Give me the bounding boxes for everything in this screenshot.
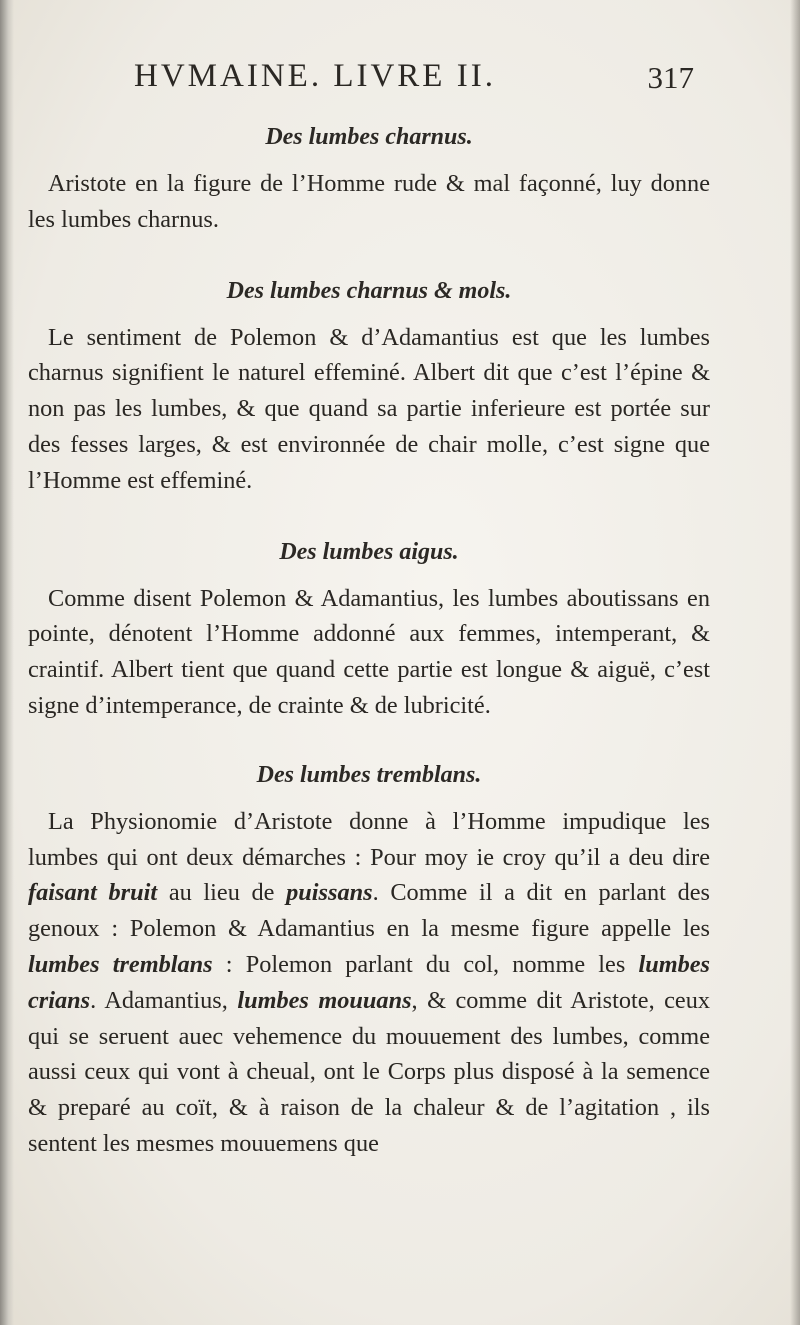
text-run: , & comme dit Aristote, ceux qui se seruent auec vehemence du mouuement des lumbes, comme aussi ceux qui vont à cheual, ont le Corps plus disposé à la semence & preparé au coït, & à raison de la chaleur & de l’agitation , ils sentent les mesmes mouuemens que	[28, 986, 710, 1157]
page-body	[28, 122, 710, 1162]
section-paragraph: Comme disent Polemon & Adamantius, les lumbes aboutissans en pointe, dénotent l’Homme addonné aux femmes, intemperant, & craintif. Albert tient que quand cette partie est longue & aiguë, c’est signe d’intemperance, de crainte & de lubricité.	[28, 584, 710, 719]
text-run: La Physionomie d’Aristote donne à l’Homme impudique les lumbes qui ont deux démarches : Pour moy ie croy qu’il a deu dire	[28, 807, 710, 871]
italic-term: puissans	[286, 879, 373, 907]
running-head: HVMAINE. LIVRE II.	[134, 58, 496, 94]
section-heading: Des lumbes charnus.	[265, 124, 473, 150]
text-run: : Polemon parlant du col, nomme les	[212, 950, 639, 978]
section-paragraph: Le sentiment de Polemon & d’Adamantius est que les lumbes charnus signifient le naturel effeminé. Albert dit que c’est l’épine & non pas les lumbes, & que quand sa partie inferieure est portée sur des fesses larges, & est environnée de chair molle, c’est signe que l’Homme est effeminé.	[28, 323, 710, 494]
text-run: . Adamantius,	[90, 986, 238, 1014]
section-lumbes-charnus	[28, 122, 710, 238]
italic-term: faisant bruit	[28, 879, 158, 907]
italic-term: lumbes mouuans	[237, 986, 412, 1014]
section-lumbes-tremblans	[28, 760, 710, 1162]
italic-term: lumbes crians	[28, 950, 710, 1014]
section-paragraph: Aristote en la figure de l’Homme rude & mal façonné, luy donne les lumbes charnus.	[28, 170, 710, 233]
section-heading: Des lumbes tremblans.	[256, 761, 482, 788]
page-number: 317	[647, 60, 694, 95]
page-edge-right	[790, 0, 800, 1325]
section-lumbes-charnus-mols	[28, 276, 710, 499]
section-paragraph	[28, 804, 710, 1162]
page-gutter-left	[0, 0, 14, 1325]
section-lumbes-aigus	[28, 537, 710, 724]
text-run: . Comme il a dit en parlant des genoux : Polemon & Adamantius en la mesme figure appelle les	[28, 879, 710, 943]
section-heading: Des lumbes aigus.	[279, 538, 459, 565]
section-heading: Des lumbes charnus & mols.	[226, 277, 512, 304]
italic-term: lumbes tremblans	[28, 950, 213, 978]
text-run: au lieu de	[157, 879, 287, 907]
page-header	[134, 58, 694, 106]
